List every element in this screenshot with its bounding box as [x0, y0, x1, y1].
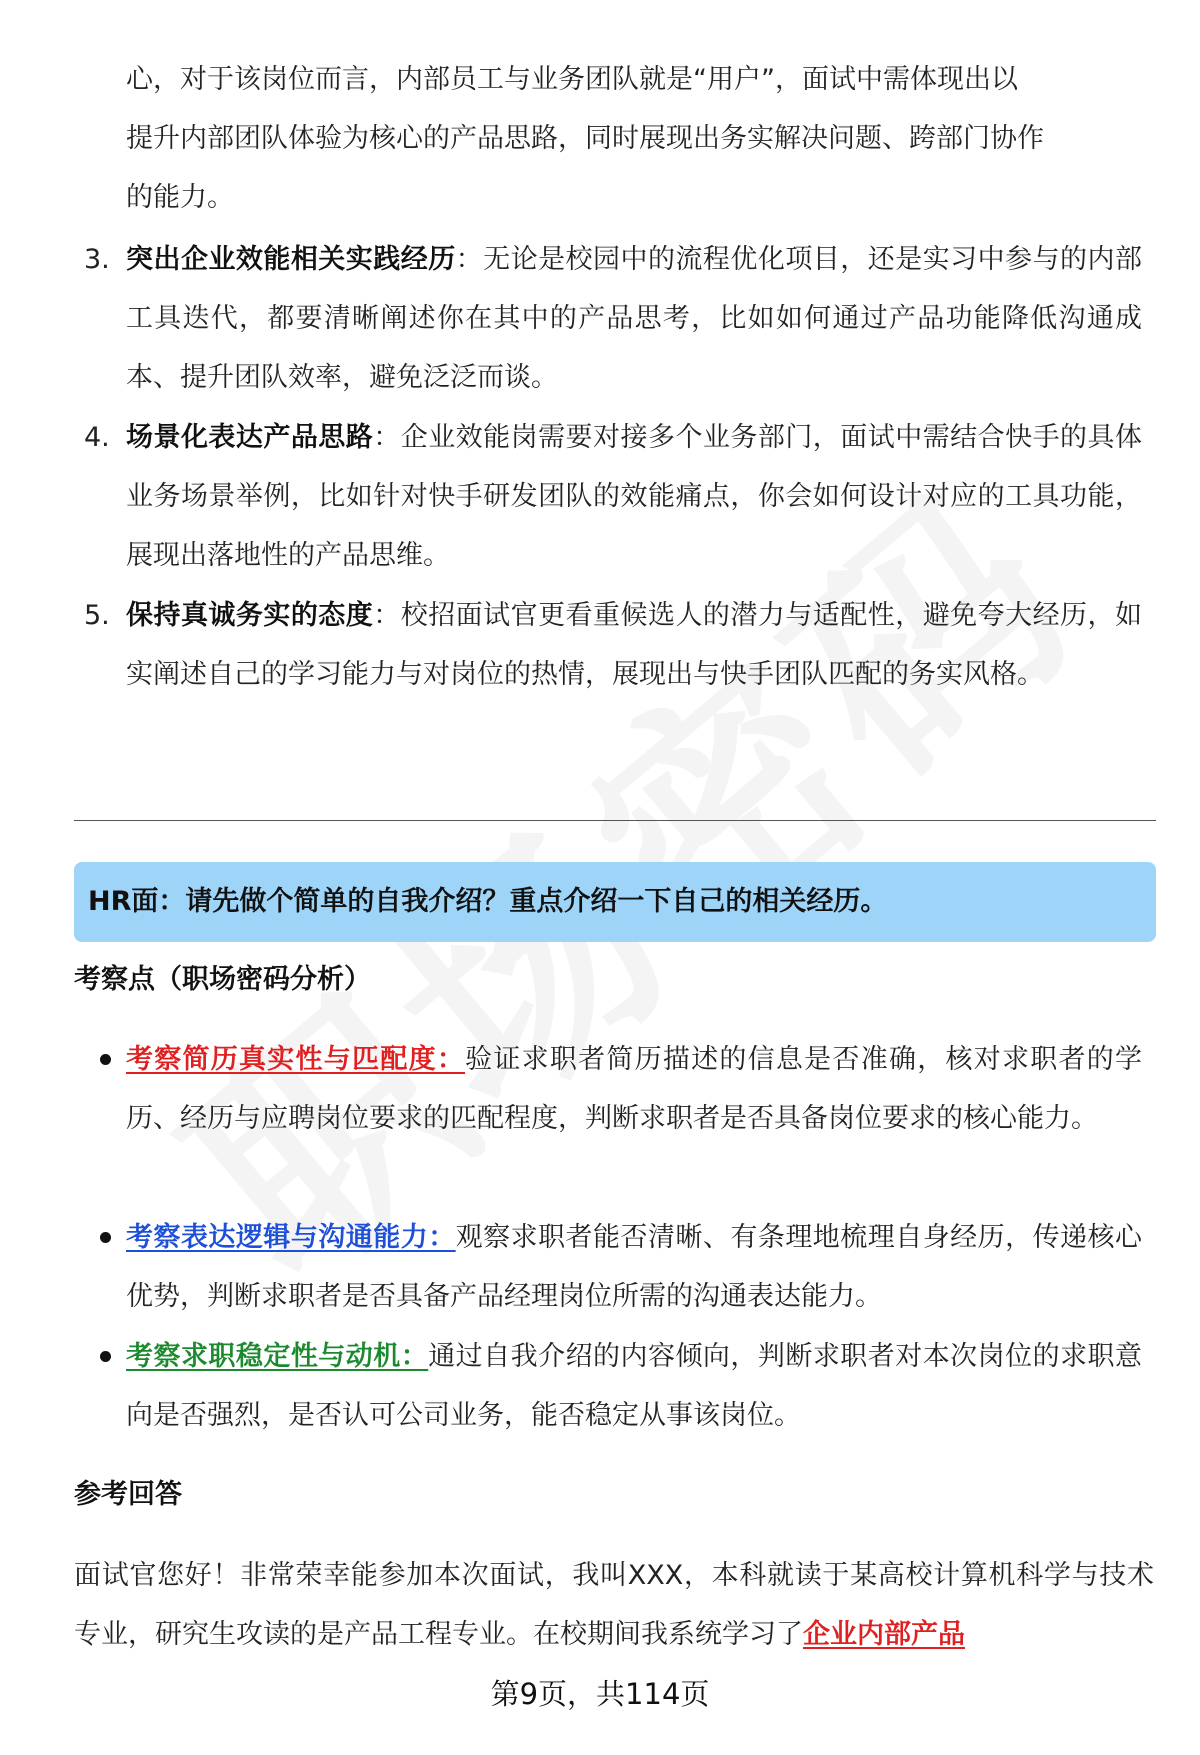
examine-point-body — [126, 1030, 1142, 1148]
bullet-dot-icon — [100, 1232, 111, 1243]
examine-point-key: 考察简历真实性与匹配度： — [126, 1044, 466, 1075]
tip-body — [126, 408, 1142, 585]
tip-title: 突出企业效能相关实践经历 — [126, 244, 456, 275]
tip-text: ：校招面试官更看重候选人的潜力与适配性，避免夸大经历，如实阐述自己的学习能力与对岗位的热情，展现出与快手团队匹配的务实风格。 — [126, 600, 1142, 690]
section-divider — [74, 820, 1156, 821]
examine-point-key: 考察求职稳定性与动机： — [126, 1341, 429, 1372]
tip-number: 4. — [84, 422, 110, 453]
examine-point-text: 验证求职者简历描述的信息是否准确，核对求职者的学历、经历与应聘岗位要求的匹配程度，判断求职者是否具备岗位要求的核心能力。 — [126, 1044, 1143, 1134]
bullet-dot-icon — [100, 1054, 111, 1065]
examine-heading: 考察点（职场密码分析） — [74, 964, 371, 995]
tip-title: 场景化表达产品思路 — [126, 422, 374, 453]
reference-answer-highlight: 企业内部产品 — [803, 1619, 965, 1650]
intro-tail-line-1: 心，对于该岗位而言，内部员工与业务团队就是“用户”，面试中需体现出以 — [126, 64, 1018, 95]
question-text: HR面：请先做个简单的自我介绍？重点介绍一下自己的相关经历。 — [88, 886, 888, 917]
examine-point-key: 考察表达逻辑与沟通能力： — [126, 1222, 456, 1253]
tip-text: ：企业效能岗需要对接多个业务部门，面试中需结合快手的具体业务场景举例，比如针对快手研发团队的效能痛点，你会如何设计对应的工具功能，展现出落地性的产品思维。 — [126, 422, 1142, 571]
reference-answer — [74, 1546, 1154, 1664]
intro-tail-line-3: 的能力。 — [126, 182, 234, 213]
reference-answer-text: 面试官您好！非常荣幸能参加本次面试，我叫XXX，本科就读于某高校计算机科学与技术专业，研究生攻读的是产品工程专业。在校期间我系统学习了 — [74, 1560, 1154, 1650]
examine-point-body — [126, 1327, 1142, 1445]
tip-text: ：无论是校园中的流程优化项目，还是实习中参与的内部工具迭代，都要清晰阐述你在其中的产品思考，比如如何通过产品功能降低沟通成本、提升团队效率，避免泛泛而谈。 — [126, 244, 1143, 393]
examine-point-text: 通过自我介绍的内容倾向，判断求职者对本次岗位的求职意向是否强烈，是否认可公司业务，能否稳定从事该岗位。 — [126, 1341, 1143, 1431]
tip-body — [126, 586, 1142, 704]
tip-number: 3. — [84, 244, 110, 275]
reference-heading: 参考回答 — [74, 1479, 182, 1510]
tip-body — [126, 230, 1142, 407]
page-number: 第9页，共114页 — [490, 1677, 710, 1711]
tip-number: 5. — [84, 600, 110, 631]
question-box — [74, 862, 1156, 942]
tip-title: 保持真诚务实的态度 — [126, 600, 374, 631]
intro-tail-line-2: 提升内部团队体验为核心的产品思路，同时展现出务实解决问题、跨部门协作 — [126, 123, 1044, 154]
bullet-dot-icon — [100, 1351, 111, 1362]
examine-point-text: 观察求职者能否清晰、有条理地梳理自身经历，传递核心优势，判断求职者是否具备产品经理岗位所需的沟通表达能力。 — [126, 1222, 1143, 1312]
examine-point-body — [126, 1208, 1142, 1326]
